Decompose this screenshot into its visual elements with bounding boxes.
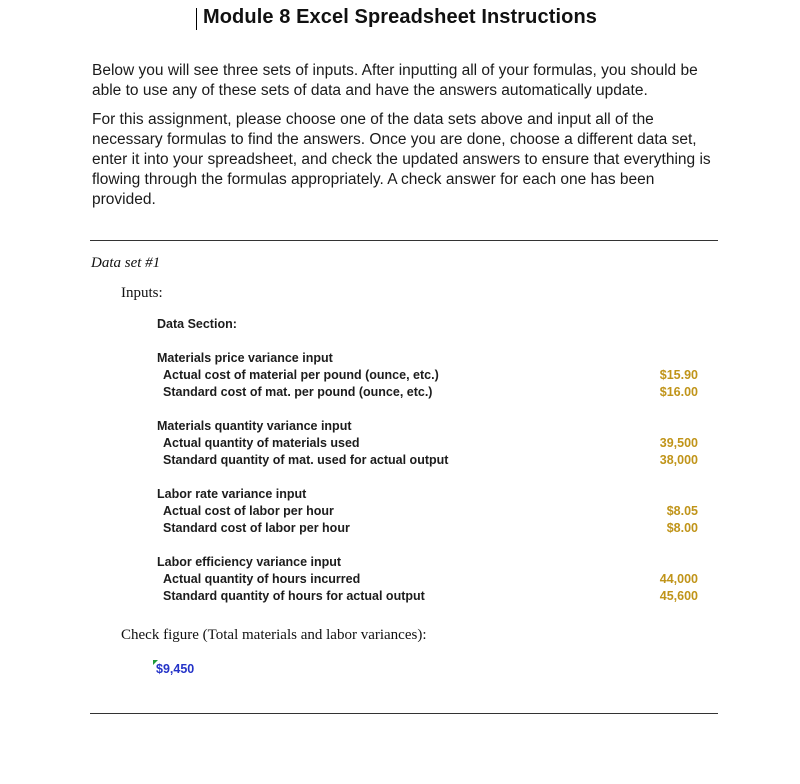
row-label: Actual cost of material per pound (ounce, etc.): [163, 368, 439, 382]
row-label: Standard cost of labor per hour: [163, 521, 350, 535]
dataset-label: Data set #1: [91, 255, 161, 271]
row-label: Standard quantity of hours for actual output: [163, 589, 425, 603]
bottom-divider: [90, 713, 718, 714]
row-label: Actual quantity of materials used: [163, 436, 360, 450]
input-value-cell[interactable]: $8.05: [666, 504, 698, 518]
group-header-labor-efficiency: Labor efficiency variance input: [157, 555, 342, 569]
inputs-label: Inputs:: [121, 285, 163, 301]
row-label: Actual quantity of hours incurred: [163, 572, 361, 586]
input-value-cell[interactable]: $15.90: [659, 368, 698, 382]
input-value-cell[interactable]: 45,600: [659, 589, 698, 603]
input-value-cell[interactable]: $16.00: [659, 385, 698, 399]
intro-paragraph-2: For this assignment, please choose one of the data sets above and input all of the necessary formulas to find the answers. Once you are done, choose a different data set, enter it into your spreadsheet, and check the updated answers to ensure that everything is flowing through the formulas appropriately. A check answer for each one has been provided.: [92, 111, 711, 208]
input-value-cell[interactable]: $8.00: [666, 521, 698, 535]
input-value-cell[interactable]: 39,500: [659, 436, 698, 450]
row-label: Standard quantity of mat. used for actual output: [163, 453, 449, 467]
check-figure-value[interactable]: $9,450: [156, 662, 195, 676]
group-header-materials-quantity: Materials quantity variance input: [157, 419, 352, 433]
check-figure-label: Check figure (Total materials and labor variances):: [121, 627, 427, 643]
page-title: Module 8 Excel Spreadsheet Instructions: [202, 6, 597, 28]
top-divider: [90, 240, 718, 241]
input-value-cell[interactable]: 38,000: [659, 453, 698, 467]
row-label: Actual cost of labor per hour: [163, 504, 334, 518]
data-section-title: Data Section:: [157, 317, 237, 331]
group-header-materials-price: Materials price variance input: [157, 351, 333, 365]
group-header-labor-rate: Labor rate variance input: [157, 487, 307, 501]
row-label: Standard cost of mat. per pound (ounce, etc.): [163, 385, 433, 399]
input-value-cell[interactable]: 44,000: [659, 572, 698, 586]
intro-paragraph-1: Below you will see three sets of inputs. After inputting all of your formulas, you should be able to use any of these sets of data and have the answers automatically update.: [92, 62, 698, 99]
